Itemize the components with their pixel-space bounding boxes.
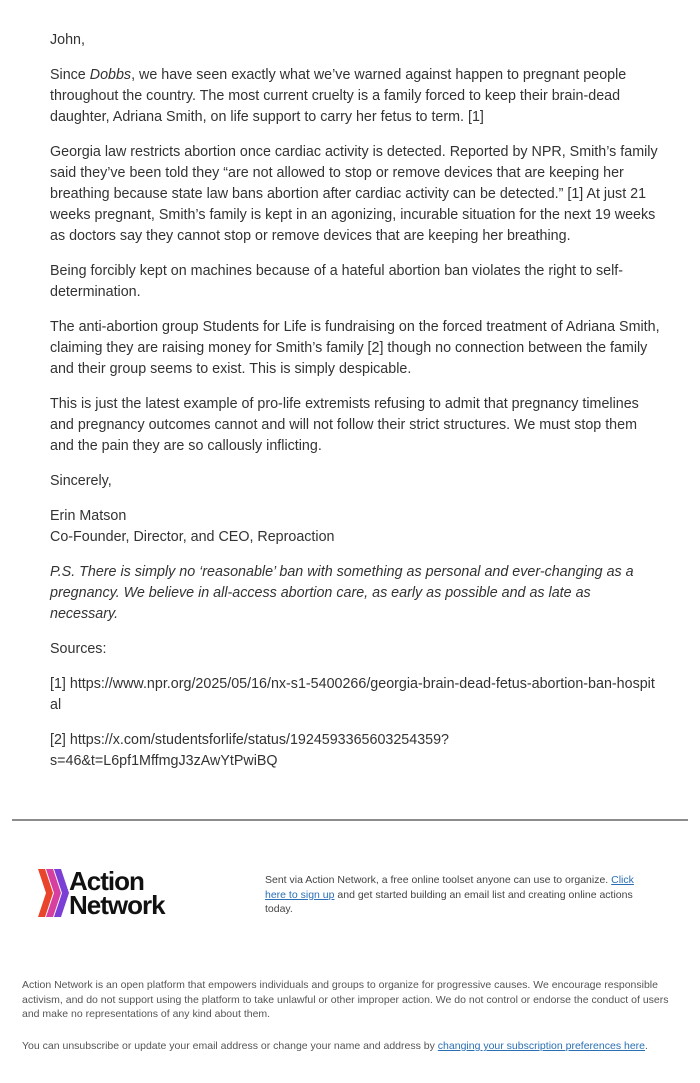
closing: Sincerely, [50,473,112,489]
signature-block [50,506,662,548]
greeting: John, [50,32,85,48]
dobbs-emphasis: Dobbs [89,67,132,83]
paragraph-2: Georgia law restricts abortion once cardiac activity is detected. Reported by NPR, Smith’s family said they’ve been told they “are not allowed to stop or remove devices that are keeping her breathing because state law bans abortion after cardiac activity can be detected.” [1] At just 21 weeks pregnant, Smith’s family is kept in an agonizing, incurable situation for the next 19 weeks as doctors say they cannot stop or remove devices that are keeping her breathing. [50,144,658,244]
source-2: [2] https://x.com/studentsforlife/status/1924593365603254359? s=46&t=L6pf1MffmgJ3zAwYtPwiBQ [50,732,450,769]
signer-title: Co-Founder, Director, and CEO, Reproaction [50,529,335,545]
source-1: [1] https://www.npr.org/2025/05/16/nx-s1-5400266/georgia-brain-dead-fetus-abortion-ban-hospital [50,676,655,713]
footer-divider [12,819,688,821]
sources-label: Sources: [50,641,107,657]
paragraph-4: The anti-abortion group Students for Life is fundraising on the forced treatment of Adriana Smith, claiming they are raising money for Smith’s family [2] though no connection between the family and their group seems to exist. This is simply despicable. [50,319,660,377]
signer-name: Erin Matson [50,508,127,524]
email-body [50,30,662,786]
signup-link[interactable]: Click here to sign up [265,874,634,901]
sent-via-text: Sent via Action Network, a free online toolset anyone can use to organize. Click here to sign up and get started building an email list and creating online actions today. [265,874,634,915]
disclaimer-text: Action Network is an open platform that empowers individuals and groups to organize for progressive causes. We encourage responsible activism, and do not support using the platform to take unlawful or other improper action. We do not control or endorse the conduct of users and make no representations of any kind about them. [22,979,669,1020]
postscript: P.S. There is simply no ‘reasonable’ ban with something as personal and ever-changing as a pregnancy. We believe in all-access abortion care, as early as possible and as late as necessary. [50,564,634,622]
unsubscribe-text: You can unsubscribe or update your email address or change your name and address by changing your subscription preferences here. [22,1040,648,1052]
paragraph-3: Being forcibly kept on machines because of a hateful abortion ban violates the right to self-determination. [50,263,624,300]
paragraph-5: This is just the latest example of pro-life extremists refusing to admit that pregnancy timelines and pregnancy outcomes cannot and will not follow their strict structures. We must stop them and the pain they are so callously inflicting. [50,396,639,454]
subscription-preferences-link[interactable]: changing your subscription preferences here [437,1040,646,1052]
paragraph-1: Since Dobbs, we have seen exactly what we’ve warned against happen to pregnant people throughout the country. The most current cruelty is a family forced to keep their brain-dead daughter, Adriana Smith, on life support to carry her fetus to term. [1] [50,67,627,125]
logo-wordmark[interactable]: Action Network [69,866,165,920]
